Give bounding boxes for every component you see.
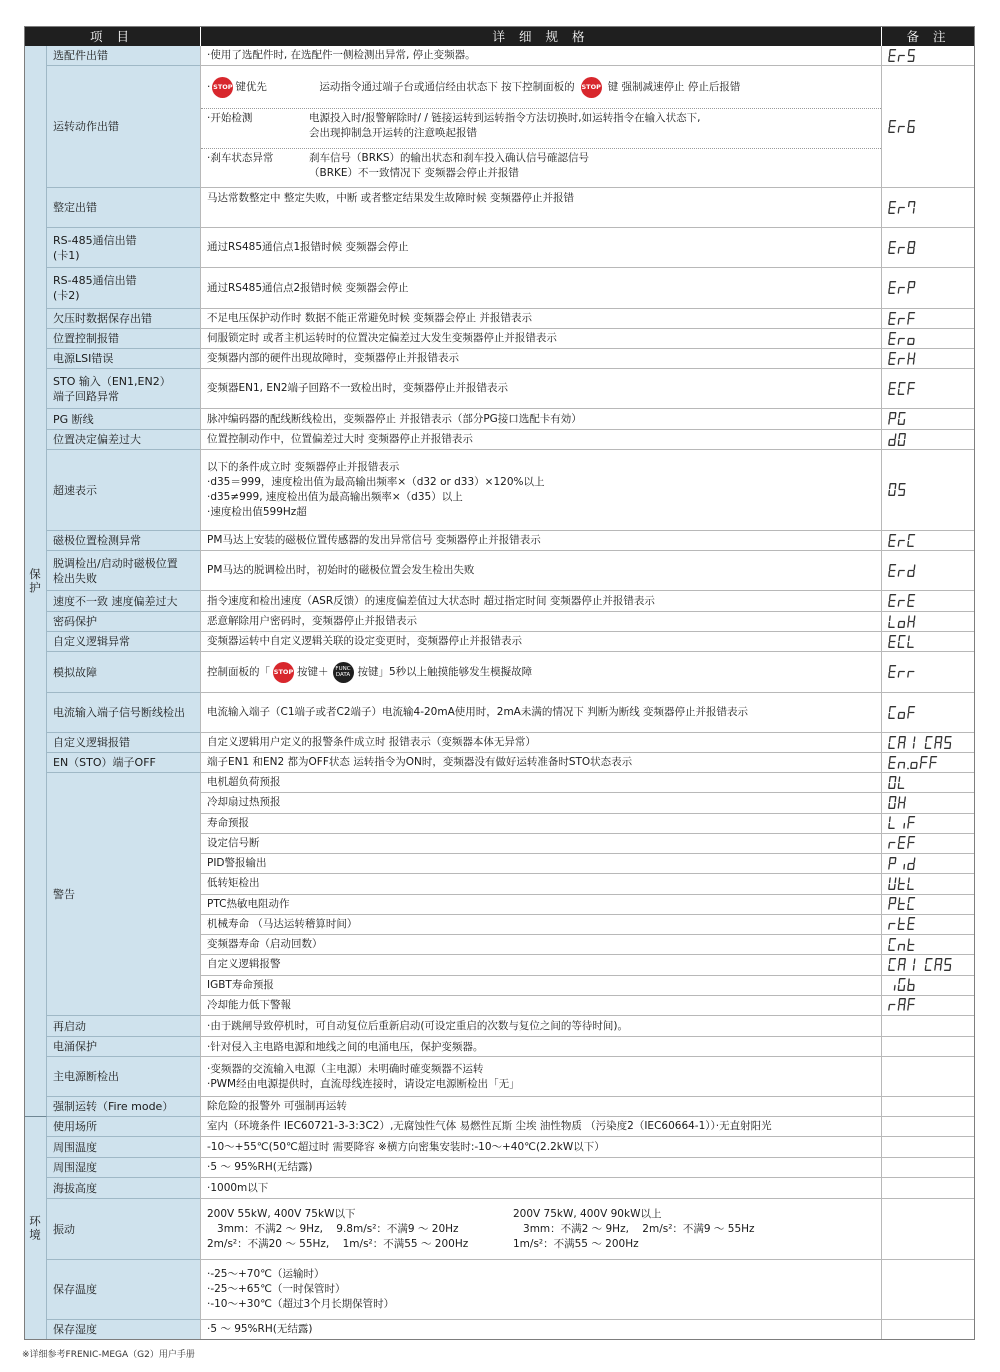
spec-text: 变频器运转中自定义逻辑关联的设定变更时，变频器停止并报错表示 <box>207 635 522 647</box>
spec-lead: ·刹车状态异常 <box>207 152 274 164</box>
row-item-text: 警告 <box>53 887 75 901</box>
row-item-label <box>47 188 200 228</box>
spec-text: 通过RS485通信点1报错时候 变频器会停止 <box>207 241 409 253</box>
spec-cell <box>200 309 881 329</box>
row-item-text: 速度不一致 速度偏差过大 <box>53 594 178 608</box>
alarm-code <box>881 996 975 1016</box>
row-item-text: 周围湿度 <box>53 1161 97 1174</box>
spec-cell <box>200 632 881 652</box>
vibration-col-low <box>207 1207 513 1252</box>
alarm-code <box>881 632 975 652</box>
spec-cell <box>200 1260 881 1320</box>
spec-cell <box>200 1097 881 1117</box>
spec-text: 自定义逻辑用户定义的报警条件成立时 报错表示（变频器本体无异常） <box>207 736 536 748</box>
spec-cell <box>200 996 881 1016</box>
row-item-label <box>47 652 200 693</box>
row-item-text: 密码保护 <box>53 615 97 628</box>
spec-text: PM马达的脱调检出时，初始时的磁极位置会发生检出失败 <box>207 564 475 576</box>
spec-text: 电流输入端子（C1端子或者C2端子）电流输4-20mA使用时，2mA未满的情况下 判断为断线 变频器停止并报错表示 <box>207 706 749 718</box>
group-label <box>24 46 47 1117</box>
spec-text: 机械寿命 （马达运转稽算时间） <box>207 917 358 930</box>
alarm-code <box>881 188 975 228</box>
row-item-text: 强制运转（Fire mode） <box>53 1100 174 1113</box>
alarm-code <box>881 652 975 693</box>
row-item-text: 海拔高度 <box>53 1181 97 1195</box>
alarm-code <box>881 309 975 329</box>
spec-cell <box>200 773 881 793</box>
spec-text: ·PWM经由电源提供时，直流母线连接时，请设定电源断检出「无」 <box>207 1077 520 1090</box>
alarm-code <box>881 753 975 773</box>
spec-cell <box>200 1037 881 1057</box>
row-item-label <box>47 1037 200 1057</box>
spec-text: ·使用了选配件时, 在选配件一侧检测出异常, 停止变频器。 <box>207 49 476 61</box>
spec-cell <box>200 228 881 268</box>
row-item-text: 电源LSI错误 <box>53 352 114 365</box>
alarm-code <box>881 369 975 409</box>
note-cell <box>881 1320 975 1340</box>
spec-cell <box>200 430 881 450</box>
row-item-text: 位置控制报错 <box>53 332 119 345</box>
note-cell <box>881 1016 975 1037</box>
row-item-text: 周围温度 <box>53 1140 97 1154</box>
spec-text: ·由于跳闸导致停机时，可自动复位后重新启动(可设定重启的次数与复位之间的等待时间)。 <box>207 1019 629 1032</box>
spec-cell <box>200 874 881 894</box>
header-item: 项 目 <box>24 26 200 46</box>
group-label <box>24 1117 47 1340</box>
spec-text: ·速度检出值599Hz超 <box>207 506 307 518</box>
row-item-text: 自定义逻辑报错 <box>53 736 130 749</box>
func-key-label: FUNC <box>335 666 351 672</box>
spec-cell <box>200 268 881 309</box>
subrow-divider <box>201 108 881 109</box>
spec-text: 马达常数整定中 整定失败，中断 或者整定结果发生故障时候 变频器停止并报错 <box>207 192 575 204</box>
spec-text: 除危险的报警外 可强制再运转 <box>207 1100 347 1112</box>
footer-note: ※详细参考FRENIC-MEGA（G2）用户手册 <box>22 1350 195 1360</box>
note-cell <box>881 1057 975 1097</box>
stop-key-icon: STOP <box>212 77 233 98</box>
spec-text: PM马达上安装的磁极位置传感器的发出异常信号 变频器停止并报错表示 <box>207 534 541 546</box>
group-label-text: 环境 <box>28 1214 42 1242</box>
spec-subrow-body <box>207 148 875 188</box>
row-item-text: 保存湿度 <box>53 1323 97 1336</box>
row-item-text: 磁极位置检测异常 <box>53 534 141 547</box>
spec-cell <box>200 733 881 753</box>
row-item-label <box>47 612 200 632</box>
row-item-label <box>47 1199 200 1260</box>
row-item-text: 保存温度 <box>53 1283 97 1296</box>
spec-cell <box>200 955 881 975</box>
spec-text: 运动指令通过端子台或通信经由状态下 按下控制面板的 <box>319 80 575 93</box>
spec-text: 自定义逻辑报警 <box>207 958 281 971</box>
row-item-label <box>47 46 200 66</box>
spec-text: 电机超负荷预报 <box>207 776 281 789</box>
row-item-label <box>47 1117 200 1137</box>
note-cell <box>881 1097 975 1117</box>
note-cell <box>881 1260 975 1320</box>
alarm-code <box>881 733 975 753</box>
spec-subrow-body <box>207 108 875 148</box>
note-cell <box>881 1199 975 1260</box>
spec-cell <box>200 1178 881 1199</box>
spec-text: 按键」5秒以上触摸能够发生模擬故障 <box>357 665 533 678</box>
spec-text: 不足电压保护动作时 数据不能正常避免时候 变频器会停止 并报错表示 <box>207 312 533 324</box>
row-item-label <box>47 591 200 612</box>
row-item-text: 欠压时数据保存出错 <box>53 312 152 325</box>
spec-text: 2m/s²：不满20 ～ 55Hz, 1m/s²：不满55 ～ 200Hz <box>207 1237 469 1250</box>
note-cell <box>881 1137 975 1158</box>
row-item-text: 位置决定偏差过大 <box>53 433 141 446</box>
row-item-label <box>47 268 200 309</box>
spec-text: 通过RS485通信点2报错时候 变频器会停止 <box>207 281 409 294</box>
row-item-text: 使用场所 <box>53 1120 97 1133</box>
row-item-label <box>47 1158 200 1178</box>
alarm-code <box>881 693 975 733</box>
spec-text: ·5 ～ 95%RH(无结露) <box>207 1323 313 1335</box>
row-item-text: 电流输入端子信号断线检出 <box>53 706 185 719</box>
spec-text: 低转矩检出 <box>207 877 260 890</box>
row-item-text: 模拟故障 <box>53 665 97 679</box>
spec-cell <box>200 369 881 409</box>
row-item-text: EN（STO）端子OFF <box>53 756 156 769</box>
spec-cell <box>200 591 881 612</box>
row-item-label <box>47 409 200 430</box>
alarm-code <box>881 895 975 915</box>
vibration-spec <box>207 1207 875 1252</box>
spec-text: ·-10～+30℃（超过3个月长期保管时） <box>207 1298 395 1310</box>
spec-text: ·变频器的交流输入电源（主电源）未明确时確变频器不运转 <box>207 1062 484 1075</box>
spec-lines <box>309 111 700 148</box>
row-item-label <box>47 430 200 450</box>
alarm-code <box>881 409 975 430</box>
spec-text: PID警报输出 <box>207 857 267 870</box>
alarm-code <box>881 531 975 551</box>
alarm-code <box>881 430 975 450</box>
spec-text: 200V 75kW, 400V 90kW以上 <box>513 1207 662 1220</box>
group-label-text: 保护 <box>28 567 42 595</box>
row-item-label <box>47 1260 200 1320</box>
spec-cell <box>200 1016 881 1037</box>
row-item-label <box>47 531 200 551</box>
spec-text: 冷却扇过热预报 <box>207 796 281 809</box>
alarm-code <box>881 874 975 894</box>
row-item-text: RS-485通信出错 (卡2) <box>53 274 137 302</box>
note-cell <box>881 1178 975 1199</box>
spec-subrow <box>201 108 881 148</box>
row-item-label <box>47 632 200 652</box>
header-note: 备 注 <box>881 26 975 46</box>
row-item-text: RS-485通信出错 (卡1) <box>53 233 137 262</box>
row-item-text: 电涌保护 <box>53 1040 97 1053</box>
spec-text: 以下的条件成立时 变频器停止并报错表示 <box>207 461 400 473</box>
note-cell <box>881 1158 975 1178</box>
alarm-code <box>881 228 975 268</box>
alarm-code <box>881 450 975 531</box>
spec-cell <box>200 66 881 188</box>
spec-text: 200V 55kW, 400V 75kW以下 <box>207 1207 356 1220</box>
row-item-label <box>47 228 200 268</box>
spec-text: ·d35≠999, 速度检出值为最高输出频率×（d35）以上 <box>207 491 463 503</box>
row-item-text: STO 输入（EN1,EN2） 端子回路异常 <box>53 374 171 403</box>
spec-cell <box>200 1057 881 1097</box>
spec-text: ·针对侵入主电路电源和地线之间的电涌电压，保护变频器。 <box>207 1041 484 1053</box>
spec-text: 键 强制减速停止 停止后报错 <box>607 80 741 93</box>
spec-cell <box>200 976 881 996</box>
row-item-label <box>47 1097 200 1117</box>
spec-cell <box>200 1320 881 1340</box>
spec-text: 位置控制动作中，位置偏差过大时 变频器停止并报错表示 <box>207 433 473 445</box>
spec-text: ·5 ～ 95%RH(无结露) <box>207 1161 313 1173</box>
spec-cell <box>200 188 881 228</box>
row-item-label <box>47 551 200 591</box>
spec-text: 按键＋ <box>297 665 329 678</box>
row-item-text: 振动 <box>53 1222 75 1236</box>
spec-cell <box>200 409 881 430</box>
spec-cell <box>200 753 881 773</box>
spec-text: 端子EN1 和EN2 都为OFF状态 运转指令为ON时，变频器没有做好运转准备时STO状态表示 <box>207 756 633 768</box>
row-item-label <box>47 693 200 733</box>
spec-cell <box>200 895 881 915</box>
spec-text: 变频器寿命（启动回数） <box>207 938 323 951</box>
stop-key-icon: STOP <box>273 662 294 683</box>
row-item-label <box>47 773 200 1016</box>
spec-text: 寿命预报 <box>207 816 249 829</box>
spec-subrow <box>201 66 881 108</box>
spec-text: ·d35＝999，速度检出值为最高输出频率×（d32 or d33）×120%以上 <box>207 476 545 488</box>
alarm-code <box>881 773 975 793</box>
row-item-text: 再启动 <box>53 1019 86 1033</box>
spec-cell <box>200 814 881 834</box>
spec-line <box>207 662 875 683</box>
row-item-text: 自定义逻辑异常 <box>53 635 130 648</box>
spec-text: 冷却能力低下警報 <box>207 998 291 1011</box>
spec-text: 指令速度和检出速度（ASR反馈）的速度偏差值过大状态时 超过指定时间 变频器停止并报错表示 <box>207 594 655 607</box>
row-item-label <box>47 1137 200 1158</box>
spec-cell <box>200 1117 881 1137</box>
row-item-text: PG 断线 <box>53 412 94 426</box>
alarm-code <box>881 551 975 591</box>
row-item-text: 整定出错 <box>53 201 97 214</box>
spec-cell <box>200 1137 881 1158</box>
spec-cell <box>200 349 881 369</box>
spec-text: 设定信号断 <box>207 836 260 849</box>
row-item-label <box>47 733 200 753</box>
spec-text: 键优先 <box>235 80 267 93</box>
row-item-label <box>47 753 200 773</box>
spec-text: 刹车信号（BRKS）的输出状态和刹车投入确认信号確認信号 <box>309 152 590 164</box>
note-cell <box>881 1117 975 1137</box>
alarm-code <box>881 329 975 349</box>
spec-text: ·1000m以下 <box>207 1181 269 1194</box>
spec-text: 1m/s²：不满55 ～ 200Hz <box>513 1237 639 1250</box>
spec-text: 恶意解除用户密码时，变频器停止并报错表示 <box>207 615 417 627</box>
row-item-label <box>47 1178 200 1199</box>
alarm-code <box>881 955 975 975</box>
spec-lead: ·开始检测 <box>207 112 253 124</box>
spec-text: 3mm：不满2 ～ 9Hz, 9.8m/s²：不满9 ～ 20Hz <box>207 1222 459 1235</box>
alarm-code <box>881 46 975 66</box>
spec-cell <box>200 854 881 874</box>
func-data-key-icon <box>333 662 354 683</box>
alarm-code <box>881 66 975 188</box>
data-key-label: DATA <box>335 672 351 678</box>
spec-cell <box>200 793 881 813</box>
row-item-label <box>47 66 200 188</box>
row-item-text: 主电源断检出 <box>53 1070 119 1083</box>
spec-subrow <box>201 148 881 188</box>
row-item-label <box>47 1320 200 1340</box>
spec-cell <box>200 1199 881 1260</box>
alarm-code <box>881 814 975 834</box>
spec-cell <box>200 915 881 935</box>
spec-cell <box>200 46 881 66</box>
row-item-label <box>47 329 200 349</box>
spec-lines <box>309 151 589 188</box>
spec-text: 3mm：不满2 ～ 9Hz, 2m/s²：不满9 ～ 55Hz <box>513 1222 755 1235</box>
alarm-code <box>881 793 975 813</box>
row-item-label <box>47 450 200 531</box>
row-item-label <box>47 1057 200 1097</box>
spec-text: 室内（环境条件 IEC60721-3-3:3C2）,无腐蚀性气体 易燃性瓦斯 尘埃 油性物质 （污染度2（IEC60664-1））·无直射阳光 <box>207 1120 772 1132</box>
spec-text: 控制面板的「 <box>207 665 270 678</box>
spec-cell <box>200 531 881 551</box>
alarm-code <box>881 915 975 935</box>
row-item-label <box>47 1016 200 1037</box>
spec-text: 变频器内部的硬件出现故障时，变频器停止并报错表示 <box>207 352 459 364</box>
spec-text: 变频器EN1, EN2端子回路不一致检出时，变频器停止并报错表示 <box>207 382 509 394</box>
header-spec: 详 细 规 格 <box>200 26 881 46</box>
spec-line <box>207 66 875 108</box>
spec-cell <box>200 935 881 955</box>
spec-text: 伺服锁定时 或者主机运转时的位置决定偏差过大发生变频器停止并报错表示 <box>207 332 557 344</box>
spec-text: 会出现抑制急开运转的注意唤起报错 <box>309 127 477 139</box>
alarm-code <box>881 834 975 854</box>
vibration-col-high <box>513 1207 755 1252</box>
spec-cell <box>200 329 881 349</box>
row-item-text: 超速表示 <box>53 483 97 497</box>
alarm-code <box>881 854 975 874</box>
row-item-text: 运转动作出错 <box>53 120 119 133</box>
spec-cell <box>200 612 881 632</box>
row-item-label <box>47 309 200 329</box>
alarm-code <box>881 935 975 955</box>
note-cell <box>881 1037 975 1057</box>
spec-cell <box>200 834 881 854</box>
spec-text: IGBT寿命预报 <box>207 978 274 991</box>
spec-cell <box>200 693 881 733</box>
spec-cell <box>200 652 881 693</box>
alarm-code <box>881 591 975 612</box>
alarm-code <box>881 976 975 996</box>
alarm-code <box>881 349 975 369</box>
row-item-label <box>47 349 200 369</box>
spec-text: ·-25～+65℃（一时保管时） <box>207 1283 346 1295</box>
spec-text: 脉冲编码器的配线断线检出，变频器停止 并报错表示（部分PG接口选配卡有効） <box>207 412 582 425</box>
spec-text: -10～+55℃(50℃超过时 需要降容 ※横方向密集安装时:-10～+40℃(2.2kW以下） <box>207 1140 605 1153</box>
spec-cell <box>200 450 881 531</box>
spec-text: 电源投入时/报警解除时/ / 链接运转到运转指令方法切换时,如运转指令在输入状态下, <box>309 112 701 124</box>
subrow-divider <box>201 148 881 149</box>
alarm-code <box>881 612 975 632</box>
alarm-code <box>881 268 975 309</box>
spec-cell <box>200 551 881 591</box>
stop-key-icon: STOP <box>581 77 602 98</box>
row-item-text: 脱调检出/启动时磁极位置 检出失败 <box>53 556 178 585</box>
spec-text: （BRKE）不一致情况下 变频器会停止并报错 <box>309 167 519 179</box>
row-item-label <box>47 369 200 409</box>
spec-text: PTC热敏电阻动作 <box>207 897 290 910</box>
spec-text: ·-25～+70℃（运输时） <box>207 1268 325 1280</box>
spec-cell <box>200 1158 881 1178</box>
bullet: · <box>207 80 211 93</box>
row-item-text: 选配件出错 <box>53 49 108 62</box>
